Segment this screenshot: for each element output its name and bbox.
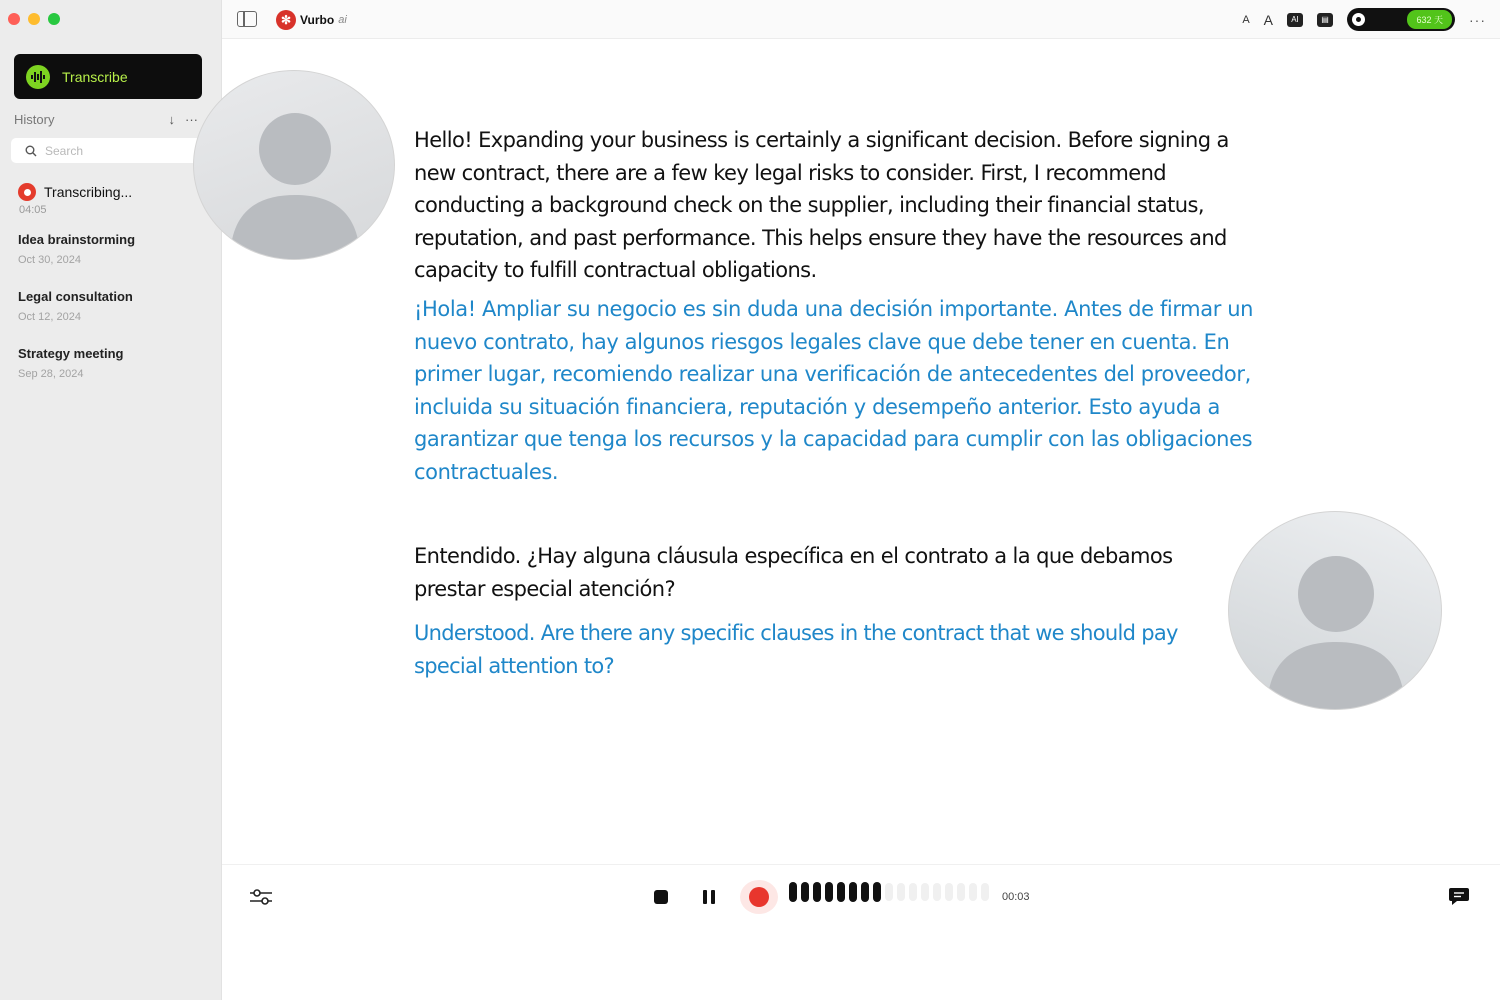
more-options-icon[interactable]: ···: [185, 112, 198, 127]
brand-name: Vurbo: [300, 13, 335, 27]
transcribe-label: Transcribe: [62, 68, 128, 85]
level-bar: [849, 882, 857, 902]
level-bar: [873, 882, 881, 902]
balance-badge: 632 天: [1407, 10, 1452, 29]
decrease-font-button[interactable]: A: [1242, 13, 1250, 26]
history-item-date: Oct 30, 2024: [18, 254, 81, 266]
account-icon: [1352, 13, 1365, 26]
level-bar: [801, 882, 809, 902]
history-label: History: [14, 112, 55, 127]
audio-level-meter: [789, 882, 989, 902]
level-bar: [969, 883, 977, 901]
stop-button[interactable]: [654, 890, 668, 904]
sidebar-toggle-icon[interactable]: [237, 11, 257, 27]
level-bar: [909, 883, 917, 901]
account-pill[interactable]: [1347, 8, 1455, 31]
transcript-translation-1: ¡Hola! Ampliar su negocio es sin duda una decisión importante. Antes de firmar un nuevo contrato, hay algunos riesgos legales clave que debe tener en cuenta. En primer lugar, recomiendo realizar una verificación de antecedentes del proveedor, incluida su situación financiera, reputación y desempeño anterior. Esto ayuda a garantizar que tenga los recursos y la capacidad para cumplir con las obligaciones contractuales.: [414, 297, 1254, 484]
more-menu-icon[interactable]: ···: [1469, 11, 1486, 28]
sidebar: [0, 0, 222, 1000]
subtitles-icon[interactable]: ▤: [1317, 13, 1333, 27]
history-item[interactable]: [18, 346, 123, 380]
history-item-duration: 04:05: [19, 204, 47, 216]
history-item-active[interactable]: [18, 183, 132, 216]
close-window-button[interactable]: [8, 13, 20, 25]
transcript-original-1: Hello! Expanding your business is certainly a significant decision. Before signing a new contract, there are a few key legal risks to consider. First, I recommend conducting a background check on the supplier, including their financial status, reputation, and past performance. This helps ensure they have the resources and capacity to fulfill contractual obligations.: [414, 128, 1229, 282]
person-silhouette-icon: [1229, 512, 1442, 710]
speaker-photo-right: [1228, 511, 1442, 710]
level-bar: [825, 882, 833, 902]
history-item-title: Legal consultation: [18, 289, 133, 304]
history-item[interactable]: [18, 289, 133, 323]
history-item-date: Sep 28, 2024: [18, 368, 84, 380]
chat-bubble-icon[interactable]: [1448, 887, 1470, 907]
transcribe-button[interactable]: [14, 54, 202, 99]
window-controls: [8, 13, 60, 25]
level-bar: [861, 882, 869, 902]
search-box: [11, 138, 201, 163]
level-bar: [813, 882, 821, 902]
history-item[interactable]: [18, 232, 135, 266]
level-bar: [921, 883, 929, 901]
transcript-translation-2: Understood. Are there any specific clauses in the contract that we should pay special attention to?: [414, 621, 1178, 678]
speaker-photo-left: [193, 70, 395, 260]
history-item-date: Oct 12, 2024: [18, 311, 81, 323]
search-icon: [25, 145, 37, 157]
person-silhouette-icon: [194, 71, 395, 260]
level-bar: [885, 883, 893, 901]
history-item-title: Idea brainstorming: [18, 232, 136, 247]
record-button[interactable]: [740, 880, 778, 914]
brand: [276, 10, 347, 30]
sliders-settings-icon[interactable]: [249, 887, 273, 912]
minimize-window-button[interactable]: [28, 13, 40, 25]
level-bar: [933, 883, 941, 901]
ai-chat-icon[interactable]: AI: [1287, 13, 1303, 27]
recording-controls: [222, 864, 1500, 1000]
level-bar: [897, 883, 905, 901]
level-bar: [837, 882, 845, 902]
transcript-original-2: Entendido. ¿Hay alguna cláusula específica en el contrato a la que debamos prestar especial atención?: [414, 544, 1173, 601]
recording-icon: [18, 183, 36, 201]
search-input[interactable]: [45, 144, 185, 158]
waveform-icon: [26, 65, 50, 89]
recording-timer: 00:03: [1002, 891, 1030, 903]
history-item-title: Strategy meeting: [18, 346, 124, 361]
level-bar: [957, 883, 965, 901]
pause-button[interactable]: [703, 890, 715, 904]
toolbar-actions: [1242, 8, 1486, 31]
level-bar: [981, 883, 989, 901]
level-bar: [945, 883, 953, 901]
toolbar: [222, 0, 1500, 39]
brand-suffix: ai: [338, 14, 347, 26]
vurbo-logo-icon: ✻: [276, 10, 296, 30]
history-item-title: Transcribing...: [44, 184, 133, 200]
history-header: [14, 112, 198, 127]
level-bar: [789, 882, 797, 902]
increase-font-button[interactable]: A: [1263, 11, 1273, 28]
maximize-window-button[interactable]: [48, 13, 60, 25]
sort-down-icon[interactable]: ↓: [168, 112, 175, 127]
